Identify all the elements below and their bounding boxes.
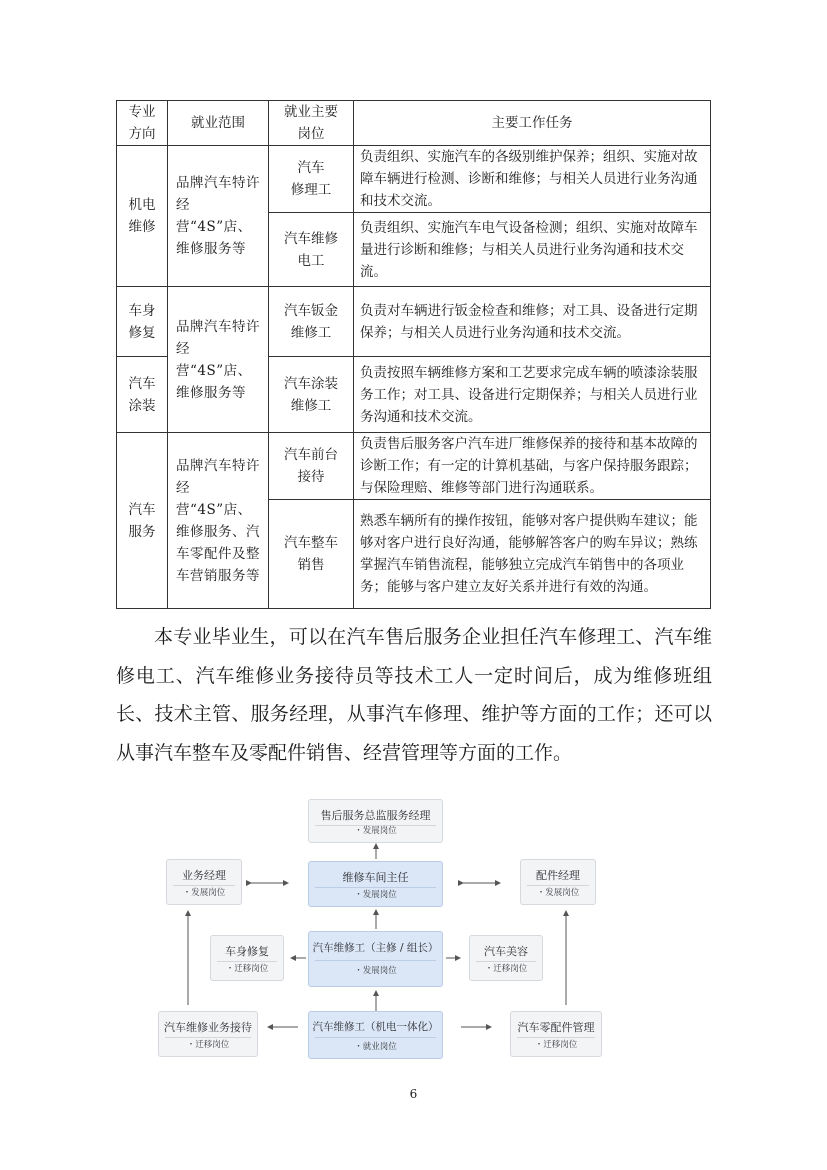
direction-cell: 车身 修复 <box>117 287 168 357</box>
node-mechanic: 汽车维修工（机电一体化） ・就业岗位 <box>308 1011 443 1059</box>
task-cell: 负责按照车辆维修方案和工艺要求完成车辆的喷漆涂装服务工作；对工具、设备进行定期保养；与相关人员进行业务沟通和技术交流。 <box>354 357 711 433</box>
career-path-chart <box>158 797 612 1062</box>
table-row <box>117 433 711 500</box>
header-scope: 就业范围 <box>168 101 269 146</box>
node-leader: 汽车维修工（主修 / 组长） ・发展岗位 <box>308 931 443 987</box>
node-director: 售后服务总监服务经理 ・发展岗位 <box>308 799 443 843</box>
post-cell: 汽车整车 销售 <box>269 500 354 609</box>
post-cell: 汽车 修理工 <box>269 146 354 213</box>
node-workshop: 维修车间主任 ・发展岗位 <box>308 861 443 907</box>
node-parts-manager: 配件经理 ・发展岗位 <box>520 859 596 905</box>
table-header-row <box>117 101 711 146</box>
scope-cell: 品牌汽车特许经营“4S”店、维修服务等 <box>168 287 269 433</box>
task-cell: 负责对车辆进行钣金检查和维修；对工具、设备进行定期保养；与相关人员进行业务沟通和技术交流。 <box>354 287 711 357</box>
post-cell: 汽车前台 接待 <box>269 433 354 500</box>
direction-cell: 汽车 涂装 <box>117 357 168 433</box>
scope-cell: 品牌汽车特许经营“4S”店、维修服务、汽车零配件及整车营销服务等 <box>168 433 269 609</box>
task-cell: 负责组织、实施汽车的各级别维护保养；组织、实施对故障车辆进行检测、诊断和维修；与相关人员进行业务沟通和技术交流。 <box>354 146 711 213</box>
header-post: 就业主要 岗位 <box>269 101 354 146</box>
page-number: 6 <box>409 1087 418 1101</box>
task-cell: 熟悉车辆所有的操作按钮，能够对客户提供购车建议；能够对客户进行良好沟通，能够解答客户的购车异议；熟练掌握汽车销售流程，能够独立完成汽车销售中的各项业务；能够与客户建立友好关系并进行有效的沟通。 <box>354 500 711 609</box>
employment-table <box>116 100 711 609</box>
post-cell: 汽车钣金 维修工 <box>269 287 354 357</box>
post-cell: 汽车维修 电工 <box>269 213 354 287</box>
node-beauty: 汽车美容 ・迁移岗位 <box>469 935 543 981</box>
scope-cell: 品牌汽车特许经营“4S”店、维修服务等 <box>168 146 269 287</box>
task-cell: 负责售后服务客户汽车进厂维修保养的接待和基本故障的诊断工作；有一定的计算机基础，与客户保持服务跟踪；与保险理赔、维修等部门进行沟通联系。 <box>354 433 711 500</box>
node-parts-management: 汽车零配件管理 ・迁移岗位 <box>510 1011 602 1057</box>
direction-cell: 机电 维修 <box>117 146 168 287</box>
header-task: 主要工作任务 <box>354 101 711 146</box>
node-body-repair: 车身修复 ・迁移岗位 <box>210 935 284 981</box>
table-row <box>117 287 711 357</box>
header-direction: 专业 方向 <box>117 101 168 146</box>
body-paragraph: 本专业毕业生，可以在汽车售后服务企业担任汽车修理工、汽车维修电工、汽车维修业务接待员等技术工人一定时间后，成为维修班组长、技术主管、服务经理，从事汽车修理、维护等方面的工作；还可以从事汽车整车及零配件销售、经营管理等方面的工作。 <box>116 626 712 764</box>
task-cell: 负责组织、实施汽车电气设备检测；组织、实施对故障车量进行诊断和维修；与相关人员进行业务沟通和技术交流。 <box>354 213 711 287</box>
table-row <box>117 146 711 213</box>
node-reception: 汽车维修业务接待 ・迁移岗位 <box>158 1011 258 1057</box>
direction-cell: 汽车 服务 <box>117 433 168 609</box>
post-cell: 汽车涂装 维修工 <box>269 357 354 433</box>
node-business-manager: 业务经理 ・发展岗位 <box>166 859 242 905</box>
